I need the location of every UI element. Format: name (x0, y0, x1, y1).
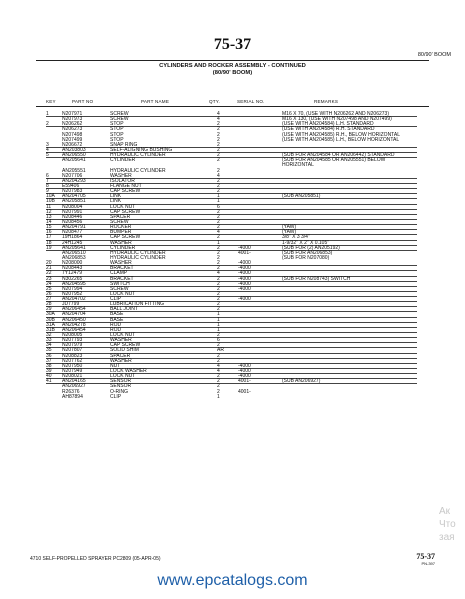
row-qty: 2 (217, 157, 220, 164)
row-qty: 4 (217, 116, 220, 123)
row-remarks: (SUB FOR N208743) SWITCH (282, 275, 351, 282)
column-header-qty: QTY. (209, 99, 220, 104)
row-part-no: AH87894 (62, 393, 83, 400)
row-qty: 2 (217, 131, 220, 138)
row-key: 23 (46, 275, 52, 282)
row-part-no: AN204278 (62, 321, 86, 328)
row-key: 25 (46, 285, 52, 292)
row-serial: -4000 (238, 265, 251, 272)
row-key: 22 (46, 270, 52, 277)
row-part-name: ROD (110, 326, 122, 333)
row-part-no: AN204165 (62, 378, 86, 385)
row-part-name: STOP (110, 131, 124, 138)
row-qty: 1 (217, 321, 220, 328)
row-key: 37 (46, 357, 52, 364)
row-remarks: (YAW) (282, 224, 297, 231)
row-key: 6 (46, 172, 49, 179)
row-part-no: N207807 (62, 347, 83, 354)
row-key: 15 (46, 224, 52, 231)
column-header-key: KEY (46, 99, 56, 104)
row-qty: 1 (217, 193, 220, 200)
row-part-no: N207706 (62, 172, 83, 179)
row-part-no: AN204705 (62, 193, 86, 200)
row-qty: 2 (217, 249, 220, 256)
row-part-no: AN205851 (62, 198, 86, 205)
row-part-name: SPACER (110, 213, 131, 220)
column-header-remarks: REMARKS (314, 99, 339, 104)
row-part-no: AN204702 (62, 296, 86, 303)
row-part-name: SNAP RING (110, 141, 138, 148)
row-part-name: WASHER (110, 357, 132, 364)
row-part-name: CYLINDER (110, 244, 136, 251)
row-part-name: LINK (110, 198, 122, 205)
row-qty: 2 (217, 177, 220, 184)
row-part-name: BALL JOINT (110, 306, 138, 313)
row-serial: -4000 (238, 285, 251, 292)
row-part-name: CAP SCREW (110, 234, 141, 241)
row-part-no: N207991 (62, 208, 83, 215)
row-qty: 2 (217, 208, 220, 215)
row-part-no: N207793 (62, 337, 83, 344)
row-key: 19 (46, 244, 52, 251)
column-header-part-no: PART NO (72, 99, 94, 104)
row-part-name: CAP SCREW (110, 342, 141, 349)
page-number: 75-37 (213, 36, 252, 53)
row-serial: -4000 (238, 270, 251, 277)
row-key: 34 (46, 342, 52, 349)
row-remarks: (SUB FOR AN204585 OR AN205551) BELOW (282, 157, 386, 164)
row-serial: 4001- (238, 249, 251, 256)
row-part-no: N207950 (62, 362, 83, 369)
row-qty: 2 (217, 126, 220, 133)
row-qty: 2 (217, 301, 220, 308)
row-part-name: LOCK NUT (110, 373, 136, 380)
row-key: 21 (46, 265, 52, 272)
row-key: 3 (46, 141, 49, 148)
row-qty: 2 (217, 357, 220, 364)
row-qty: 4 (217, 172, 220, 179)
row-part-no: 19H1864 (62, 234, 83, 241)
table-row (0, 395, 465, 400)
row-serial: -4000 (238, 362, 251, 369)
row-key: 31A (46, 321, 55, 328)
row-part-no: N208021 (62, 373, 83, 380)
row-part-no: 7Y12479 (62, 270, 83, 277)
row-remarks: (SUB FOR AN204584 OR AN206442) STANDARD (282, 152, 395, 159)
row-part-name: CYLINDER (110, 157, 136, 164)
row-qty: 2 (217, 285, 220, 292)
row-part-name: HYDRAULIC CYLINDER (110, 249, 166, 256)
row-part-name: WASHER (110, 239, 132, 246)
row-part-name: LOCK NUT (110, 332, 136, 339)
row-key: 28 (46, 301, 52, 308)
row-qty: 4 (217, 229, 220, 236)
footer-page-number: 75-37 (416, 552, 435, 561)
row-part-name: SPACER (110, 352, 131, 359)
row-key: 16 (46, 229, 52, 236)
row-part-no: E59406 (62, 182, 80, 189)
row-part-no: AN206450 (62, 316, 86, 323)
row-qty: 4 (217, 270, 220, 277)
row-part-no: N207983 (62, 188, 83, 195)
row-part-no: AN204595 (62, 280, 86, 287)
row-part-no: N207973 (62, 116, 83, 123)
row-part-no: AN204791 (62, 224, 86, 231)
row-part-name: BRACKET (110, 275, 134, 282)
row-key: 4 (46, 146, 49, 153)
row-key: 24 (46, 280, 52, 287)
row-qty: 2 (217, 213, 220, 220)
row-part-no: AN204293 (62, 177, 86, 184)
row-part-no: AN205641 (62, 244, 86, 251)
row-part-no: AN206454 (62, 306, 86, 313)
row-part-name: BUMPER (110, 229, 132, 236)
row-qty: 2 (217, 234, 220, 241)
row-part-name: BASE (110, 316, 124, 323)
row-qty: 2 (217, 383, 220, 390)
row-part-no: AN206927 (62, 383, 86, 390)
row-part-no: N208446 (62, 213, 83, 220)
row-key: 5 (46, 152, 49, 159)
row-part-name: CLAMP (110, 270, 128, 277)
row-part-no: N207994 (62, 285, 83, 292)
row-qty: 2 (217, 306, 220, 313)
row-part-name: CLIP (110, 393, 122, 400)
row-part-name: SCREW (110, 111, 129, 117)
row-remarks: (SUB AN206927) (282, 378, 321, 385)
row-part-name: FLANGE NUT (110, 182, 142, 189)
row-serial: -4000 (238, 368, 251, 375)
row-key: 18 (46, 239, 52, 246)
row-part-name: SCREW (110, 116, 129, 123)
row-part-no: N208456 (62, 218, 83, 225)
row-part-no: AN204704 (62, 311, 86, 318)
row-qty: 2 (217, 260, 220, 267)
row-part-name: BASE (110, 311, 124, 318)
row-qty: 4 (217, 368, 220, 375)
row-part-name: SENSOR (110, 383, 132, 390)
row-part-name: ROCKER (110, 224, 132, 231)
row-serial: -4000 (238, 260, 251, 267)
row-qty: 2 (217, 352, 220, 359)
row-part-name: HYDRAULIC CYLINDER (110, 152, 166, 159)
row-key: 35 (46, 347, 52, 354)
footer-code: PN-397 (421, 561, 435, 566)
row-qty: 1 (217, 198, 220, 205)
row-part-no: JD7799 (62, 301, 80, 308)
row-part-name: WASHER (110, 260, 132, 267)
row-part-name: SCREW (110, 285, 129, 292)
row-qty: 1 (217, 311, 220, 318)
row-remarks: M16 X 70, (USE WITH N206262 AND N206273) (282, 111, 389, 117)
row-serial: -4000 (238, 280, 251, 287)
row-part-name: SCREW (110, 218, 129, 225)
row-part-no: AN206550 (62, 152, 86, 159)
row-qty: 4 (217, 362, 220, 369)
row-key: 30B (46, 316, 55, 323)
row-part-name: SENSOR (110, 378, 132, 385)
row-part-name: LOCK NUT (110, 203, 136, 210)
row-serial: 4001- (238, 378, 251, 385)
row-qty: 2 (217, 290, 220, 297)
row-remarks: (USE WITH AN204585) R.H., BELOW HORIZONTAL (282, 131, 400, 138)
section-title: CYLINDERS AND ROCKER ASSEMBLY - CONTINUED (159, 63, 306, 69)
row-part-name: CLIP (110, 296, 122, 303)
row-part-no: N207971 (62, 111, 83, 117)
row-key: 1 (46, 111, 49, 117)
row-part-no: N207762 (62, 357, 83, 364)
row-part-no: AN206510 (62, 249, 86, 256)
row-key: 32 (46, 332, 52, 339)
row-qty: 2 (217, 224, 220, 231)
row-remarks: HORIZONTAL (282, 162, 314, 169)
row-remarks: (USE WITH AN204584) R.H. STANDARD (282, 126, 375, 133)
row-part-no: N208477 (62, 229, 83, 236)
row-key: 10A (46, 193, 55, 200)
row-qty: 4 (217, 111, 220, 117)
row-qty: 1 (217, 326, 220, 333)
row-qty: 2 (217, 275, 220, 282)
row-part-name: LOCK NUT (110, 290, 136, 297)
row-part-name: HYDRAULIC CYLINDER (110, 254, 166, 261)
row-part-no: N208443 (62, 265, 83, 272)
row-part-name: STOP (110, 121, 124, 128)
header-rule (36, 106, 429, 107)
row-key: 14 (46, 218, 52, 225)
row-key: 8 (46, 182, 49, 189)
row-qty: 1 (217, 393, 220, 400)
row-part-name: ROD (110, 321, 122, 328)
row-part-name: STOP (110, 136, 124, 143)
row-part-name: NUT (110, 362, 121, 369)
row-part-name: LINK (110, 193, 122, 200)
row-qty: 2 (217, 254, 220, 261)
row-part-name: HYDRAULIC CYLINDER (110, 167, 166, 174)
row-part-no: N207499 (62, 136, 83, 143)
row-part-no: AN206853 (62, 254, 86, 261)
site-link[interactable]: www.epcatalogs.com (157, 572, 308, 589)
row-qty: 2 (217, 167, 220, 174)
section-tag: 80/90' BOOM (417, 52, 451, 58)
row-qty: 2 (217, 121, 220, 128)
row-key: 11 (46, 203, 52, 210)
row-serial: -4000 (238, 373, 251, 380)
row-serial: -4000 (238, 244, 251, 251)
row-part-no: AN205551 (62, 167, 86, 174)
row-part-no: N208000 (62, 260, 83, 267)
row-part-name: BRACKET (110, 265, 134, 272)
row-key: 33 (46, 337, 52, 344)
row-qty: 2 (217, 342, 220, 349)
row-part-no: N206672 (62, 141, 83, 148)
row-part-no: N206262 (62, 121, 83, 128)
row-qty: 6 (217, 203, 220, 210)
column-header-serial: SERIAL NO. (237, 99, 265, 104)
row-part-no: N208004 (62, 203, 83, 210)
row-part-no: N207498 (62, 131, 83, 138)
row-qty: 6 (217, 337, 220, 344)
row-part-name: SWITCH (110, 280, 130, 287)
row-part-name: SELF-ALIGNING BUSHING (110, 146, 173, 153)
row-qty: 2 (217, 332, 220, 339)
row-part-no: N207979 (62, 342, 83, 349)
row-part-no: 24H1245 (62, 239, 83, 246)
row-key: 29 (46, 306, 52, 313)
row-remarks: (SUB AN205851) (282, 193, 321, 200)
row-key: 30A (46, 311, 55, 318)
row-key: 13 (46, 213, 52, 220)
row-key: 27 (46, 296, 52, 303)
row-qty: 2 (217, 182, 220, 189)
row-qty: 2 (217, 152, 220, 159)
row-part-no: N206273 (62, 126, 83, 133)
row-key: 7 (46, 177, 49, 184)
row-remarks: (SUB FOR (2) AN205192) (282, 244, 340, 251)
row-remarks: M16 X 130, (USE WITH N207498 AND N207499) (282, 116, 392, 123)
parts-list (0, 112, 465, 400)
row-qty: 2 (217, 244, 220, 251)
row-qty: 2 (217, 188, 220, 195)
row-key: 41 (46, 378, 52, 385)
row-remarks: (SUB FOR AN206853) (282, 249, 333, 256)
row-part-no: AN203803 (62, 146, 86, 153)
row-part-name: LUBRICATION FITTING (110, 301, 165, 308)
row-key: 36 (46, 352, 52, 359)
row-key: 9 (46, 188, 49, 195)
row-part-name: STOP (110, 126, 124, 133)
row-part-name: CAP SCREW (110, 188, 141, 195)
row-qty: 1 (217, 239, 220, 246)
row-qty: 2 (217, 265, 220, 272)
row-qty: 2 (217, 280, 220, 287)
row-serial: -4000 (238, 296, 251, 303)
row-remarks: 1-9/32" X 2" X 0.105" (282, 239, 330, 246)
row-remarks: 3/8" X 3 3/4" (282, 234, 310, 241)
row-part-name: WASHER (110, 172, 132, 179)
row-remarks: (USE WITH AN204585) L.H., BELOW HORIZONTAL (282, 136, 400, 143)
section-subtitle: (80/90' BOOM) (212, 70, 253, 76)
row-qty: 2 (217, 136, 220, 143)
row-qty: 2 (217, 146, 220, 153)
row-qty: 2 (217, 141, 220, 148)
row-qty: 2 (217, 218, 220, 225)
row-key: 31B (46, 326, 55, 333)
row-key: 20 (46, 260, 52, 267)
row-key: 2 (46, 121, 49, 128)
row-part-name: ISOLATOR (110, 177, 135, 184)
top-rule (36, 60, 429, 61)
row-part-no: N302265 (62, 275, 83, 282)
row-part-name: O-RING (110, 388, 129, 395)
row-part-name: WASHER (110, 337, 132, 344)
row-part-no: N207949 (62, 368, 83, 375)
column-header-part-name: PART NAME (141, 99, 170, 104)
row-key: 17 (46, 234, 52, 241)
row-key: 12 (46, 208, 52, 215)
row-part-no: AN206454 (62, 326, 86, 333)
row-part-no: R26376 (62, 388, 80, 395)
row-part-name: CAP SCREW (110, 208, 141, 215)
row-remarks: (YAW) (282, 229, 297, 236)
row-key: 26 (46, 290, 52, 297)
row-qty: 1 (217, 316, 220, 323)
row-part-name: LOCK WASHER (110, 368, 147, 375)
row-qty: 2 (217, 378, 220, 385)
row-key: 40 (46, 373, 52, 380)
row-qty: 2 (217, 388, 220, 395)
watermark: Ак Что зая (439, 506, 456, 543)
row-part-no: N208005 (62, 332, 83, 339)
row-serial: -4000 (238, 275, 251, 282)
row-key: 38 (46, 362, 52, 369)
row-part-name: SOLID SHIM (110, 347, 139, 354)
footer-document-info: 4710 SELF-PROPELLED SPRAYER PC2809 (05-APR-05) (30, 556, 161, 562)
row-part-no: N208823 (62, 352, 83, 359)
row-qty: AR (217, 347, 224, 354)
row-remarks: (SUB FOR N207080) (282, 254, 330, 261)
row-key: 10B (46, 198, 55, 205)
row-qty: 2 (217, 373, 220, 380)
row-part-no: N207952 (62, 290, 83, 297)
row-key: 39 (46, 368, 52, 375)
row-remarks: (USE WITH AN204584) L.H. STANDARD (282, 121, 374, 128)
row-serial: 4001- (238, 388, 251, 395)
row-part-no: AN205641 (62, 157, 86, 164)
row-qty: 2 (217, 296, 220, 303)
